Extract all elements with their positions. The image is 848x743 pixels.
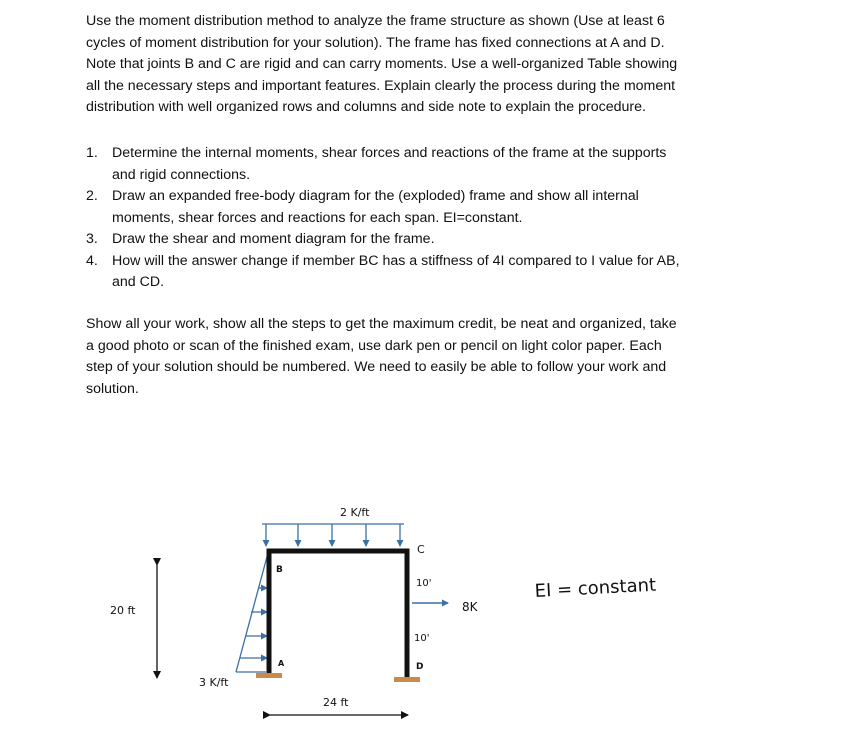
distributed-load (262, 524, 404, 546)
text-line: Draw the shear and moment diagram for the frame. (112, 231, 435, 247)
ei-constant-note: EI = constant (534, 574, 657, 602)
text-line: Use the moment distribution method to analyze the frame structure as shown (Use at least 6 (86, 13, 665, 29)
triangular-load-label: 3 K/ft (199, 676, 229, 689)
text-line: Show all your work, show all the steps to get the maximum credit, be neat and organized, take (86, 316, 677, 332)
text-line: all the necessary steps and important features. Explain clearly the process during the moment (86, 77, 676, 94)
text-line: Determine the internal moments, shear forces and reactions of the frame at the supports (112, 145, 667, 161)
text-line: moments, shear forces and reactions for each span. EI=constant. (112, 209, 523, 226)
text-line: distribution with well organized rows and columns and side note to explain the procedure. (86, 99, 646, 115)
text-line: How will the answer change if member BC has a stiffness of 4I compared to I value for AB, (112, 252, 680, 269)
text-line: step of your solution should be numbered. We need to easily be able to follow your work and (86, 359, 667, 375)
point-load-label: 8K (462, 600, 478, 614)
span-dimension-label: 24 ft (323, 696, 349, 709)
text-line: Draw an expanded free-body diagram for the (exploded) frame and show all internal (112, 188, 639, 204)
frame (269, 551, 407, 677)
list-number: 4. (86, 252, 98, 269)
joint-d-label: D (416, 662, 424, 672)
text-line: Note that joints B and C are rigid and can carry moments. Use a well-organized Table showing (86, 56, 678, 72)
text-line: a good photo or scan of the finished exam, use dark pen or pencil on light color paper. Each (86, 337, 662, 354)
list-number: 1. (86, 145, 98, 161)
list-number: 2. (86, 188, 98, 204)
joint-c-label: C (417, 543, 425, 556)
joint-a-label: A (278, 659, 285, 668)
fixed-support-a (256, 673, 282, 678)
text-line: solution. (86, 380, 139, 397)
fixed-support-d (394, 677, 420, 682)
joint-b-label: B (276, 565, 283, 575)
triangular-load (236, 553, 268, 672)
height-dimension-label: 20 ft (110, 604, 136, 617)
lower-segment-label: 10' (414, 633, 430, 644)
text-line: cycles of moment distribution for your solution). The frame has fixed connections at A and D. (86, 34, 665, 51)
distributed-load-label: 2 K/ft (340, 506, 370, 519)
text-line: and rigid connections. (112, 166, 251, 183)
upper-segment-label: 10' (416, 578, 432, 589)
text-line: and CD. (112, 274, 165, 290)
list-number: 3. (86, 231, 98, 247)
